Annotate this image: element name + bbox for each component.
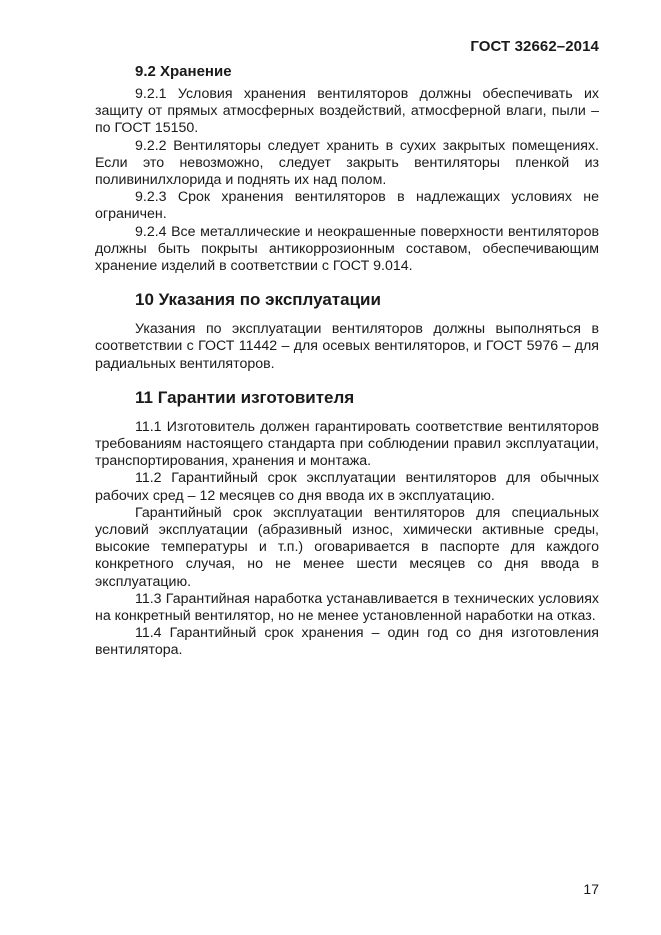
paragraph-11-3: 11.3 Гарантийная наработка устанавливается в технических условиях на конкретный вентилятор, но не менее установленной наработки на отказ. [95,590,599,625]
section-title-11: 11 Гарантии изготовителя [135,387,355,407]
paragraph-9-2-1: 9.2.1 Условия хранения вентиляторов должны обеспечивать их защиту от прямых атмосферных воздействий, атмосферной влаги, пыли – по ГОСТ 15150. [95,86,599,137]
section-title-10: 10 Указания по эксплуатации [135,290,381,310]
paragraph-9-2-3: 9.2.3 Срок хранения вентиляторов в надлежащих условиях не ограничен. [95,189,599,223]
page-body [95,62,599,660]
paragraph-9-2-4: 9.2.4 Все металлические и неокрашенные поверхности вентиляторов должны быть покрыты антикоррозионным составом, обеспечивающим хранение изделий в соответствии с ГОСТ 9.014. [95,223,599,275]
subsection-title-9-2: 9.2 Хранение [135,63,232,80]
paragraph-11-1: 11.1 Изготовитель должен гарантировать соответствие вентиляторов требованиям настоящего стандарта при соблюдении правил эксплуатации, транспортирования, хранения и монтажа. [95,418,599,470]
paragraph-10: Указания по эксплуатации вентиляторов должны выполняться в соответствии с ГОСТ 11442 – для осевых вентиляторов, и ГОСТ 5976 – для радиальных вентиляторов. [95,321,599,372]
document-code: ГОСТ 32662–2014 [470,38,599,55]
paragraph-11-2-special: Гарантийный срок эксплуатации вентиляторов для специальных условий эксплуатации (абразивный износ, химически активные среды, высокие температуры и т.п.) оговаривается в паспорте для каждого конкретного случая, но не менее шести месяцев со дня ввода в эксплуатацию. [95,504,599,590]
paragraph-9-2-2: 9.2.2 Вентиляторы следует хранить в сухих закрытых помещениях. Если это невозможно, следует закрыть вентиляторы пленкой из поливинилхлорида и поднять их над полом. [95,137,599,189]
page-number: 17 [583,881,599,897]
paragraph-11-4: 11.4 Гарантийный срок хранения – один год со дня изготовления вентилятора. [95,625,599,659]
paragraph-11-2: 11.2 Гарантийный срок эксплуатации вентиляторов для обычных рабочих сред – 12 месяцев со дня ввода их в эксплуатацию. [95,470,599,504]
